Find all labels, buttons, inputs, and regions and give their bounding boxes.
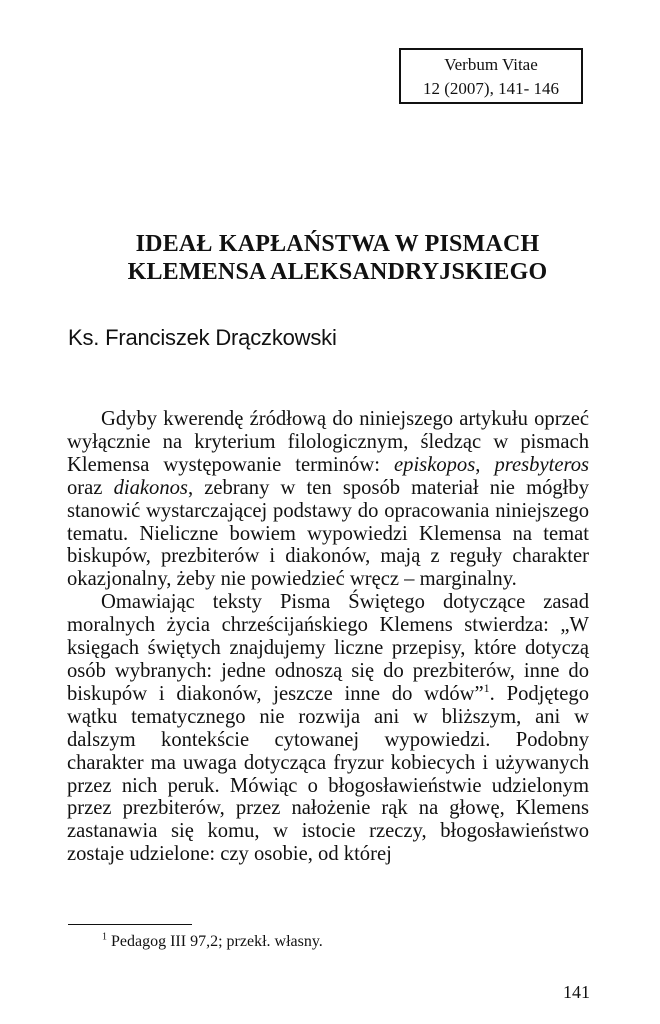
page-number: 141 bbox=[563, 982, 590, 1002]
paragraph-1-text-a: Gdyby kwerendę źródłową do niniejszego artykułu oprzeć wyłącznie na kryterium filologicznym, śledząc w pismach Klemensa występowanie terminów: bbox=[67, 408, 589, 476]
journal-reference: 12 (2007), 141- 146 bbox=[423, 79, 559, 98]
paragraph-1-text-b: , zebrany w ten sposób materiał nie mógłby stanowić wystarczającej podstawy do opracowania niniejszego tematu. Nieliczne bowiem wypowiedzi Klemensa na temat biskupów, prezbiterów i diakonów, mają z reguły charakter okazjonalny, żeby nie powiedzieć wręcz – marginalny. bbox=[67, 476, 589, 591]
term-separator-2: oraz bbox=[67, 476, 114, 499]
article-author: Ks. Franciszek Drączkowski bbox=[68, 325, 337, 350]
footnote-number: 1 bbox=[102, 931, 107, 943]
footnote bbox=[102, 932, 323, 952]
article-title-line-1: IDEAŁ KAPŁAŃSTWA W PISMACH bbox=[135, 231, 540, 257]
term-episkopos: episkopos bbox=[394, 453, 476, 476]
paragraph-2-text-b: . Podjętego wątku tematycznego nie rozwija ani w bliższym, ani w dalszym kontekście cytowanej wypowiedzi. Podobny charakter ma uwaga dotycząca fryzur kobiecych i używanych przez nich peruk. Mówiąc o błogosławieństwie udzielonym przez prezbiterów, przez nałożenie rąk na głowę, Klemens zastanawia się komu, w istocie rzeczy, błogosławieństwo zostaje udzielone: czy osobie, od której bbox=[67, 682, 589, 866]
journal-citation-box bbox=[399, 48, 583, 104]
journal-name: Verbum Vitae bbox=[444, 55, 538, 74]
footnote-reference[interactable]: 1 bbox=[483, 681, 490, 696]
article-title bbox=[60, 230, 615, 286]
term-presbyteros: presbyteros bbox=[494, 453, 590, 476]
article-title-line-2: KLEMENSA ALEKSANDRYJSKIEGO bbox=[127, 259, 548, 285]
paragraph-1 bbox=[67, 408, 589, 591]
term-diakonos: diakonos bbox=[113, 476, 188, 499]
footnote-text: Pedagog III 97,2; przekł. własny. bbox=[107, 933, 323, 950]
article-body bbox=[67, 408, 589, 866]
paragraph-2 bbox=[67, 591, 589, 866]
term-separator-1: , bbox=[475, 453, 495, 476]
paragraph-2-text-a: Omawiając teksty Pisma Świętego dotyczące zasad moralnych życia chrześcijańskiego Klemens stwierdza: „W księgach świętych znajdujemy liczne przepisy, które dotyczą osób wybranych: jedne odnoszą się do prezbiterów, inne do biskupów i diakonów, jeszcze inne do wdów” bbox=[67, 591, 589, 705]
footnote-divider bbox=[68, 924, 192, 925]
